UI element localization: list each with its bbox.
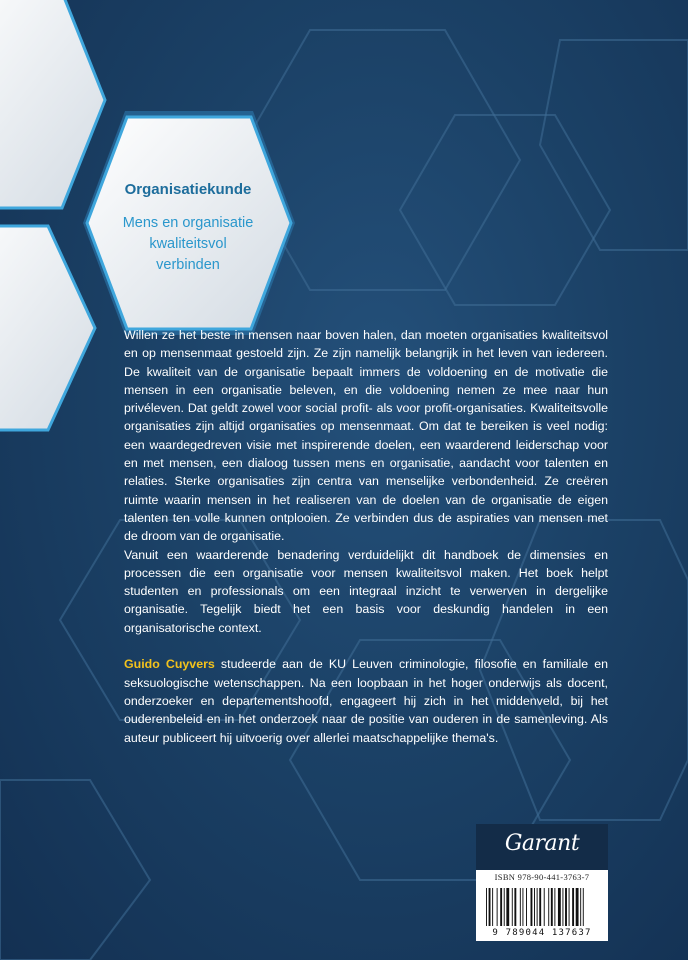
author-paragraph bbox=[124, 655, 608, 746]
barcode-bar bbox=[576, 888, 579, 926]
faint-hexagon bbox=[400, 115, 610, 305]
barcode-bar bbox=[583, 888, 584, 926]
barcode-bars bbox=[476, 884, 608, 930]
barcode-bar bbox=[572, 888, 574, 926]
blurb-paragraph-2: Vanuit een waarderende benadering verduidelijkt dit handboek de dimensies en processen die een organisatie voor mensen kwaliteitsvol maken. Het boek helpt studenten en professionals om een integraal inzicht te verwerven in dergelijke organisatie. Tegelijk biedt het een basis voor deskundig handelen in een organisatorische context. bbox=[124, 547, 608, 635]
barcode-bar bbox=[504, 888, 505, 926]
barcode-bar bbox=[551, 888, 553, 926]
barcode-bar bbox=[554, 888, 555, 926]
barcode-bar bbox=[514, 888, 516, 926]
barcode-bar bbox=[512, 888, 513, 926]
subtitle-line: Mens en organisatie bbox=[122, 215, 254, 231]
blurb-text bbox=[124, 326, 608, 747]
subtitle-line: verbinden bbox=[156, 257, 220, 273]
barcode-bar bbox=[548, 888, 549, 926]
barcode-bar bbox=[534, 888, 535, 926]
isbn-text: ISBN 978-90-441-3763-7 bbox=[476, 870, 608, 884]
barcode-bar bbox=[492, 888, 493, 926]
barcode-bar bbox=[544, 888, 545, 926]
author-bio: studeerde aan de KU Leuven criminologie, filosofie en familiale en seksuologische wetenschappen. Na een loopbaan in het hoger onderwijs als docent, onderzoeker en departementshoofd, engageert hij zich in het middenveld, bij het ouderenbeleid en in het onderzoek naar de positie van ouderen in de samenleving. Als auteur publiceert hij uitvoerig over allerlei maatschappelijke thema's. bbox=[124, 657, 608, 745]
barcode-bar bbox=[500, 888, 502, 926]
barcode-bar bbox=[565, 888, 567, 926]
faint-hexagon bbox=[0, 780, 150, 960]
barcode-bar bbox=[486, 888, 487, 926]
barcode-bar bbox=[558, 888, 561, 926]
publisher-logo-block bbox=[476, 824, 608, 870]
top-left-hexagon bbox=[0, 0, 105, 208]
barcode-bar bbox=[526, 888, 527, 926]
book-title: Organisatiekunde bbox=[124, 181, 252, 198]
barcode-bar bbox=[522, 888, 523, 926]
barcode-bar bbox=[569, 888, 570, 926]
book-subtitle bbox=[98, 213, 278, 276]
barcode-bar bbox=[537, 888, 538, 926]
barcode-bar bbox=[580, 888, 581, 926]
subtitle-line: kwaliteitsvol bbox=[149, 236, 227, 252]
left-hexagon bbox=[0, 226, 95, 430]
barcode-bar bbox=[562, 888, 563, 926]
barcode-bar bbox=[489, 888, 491, 926]
barcode-bar bbox=[539, 888, 541, 926]
blurb-paragraph-1: Willen ze het beste in mensen naar boven halen, dan moeten organisaties kwaliteitsvol en op mensenmaat gestoeld zijn. Ze zijn namelijk belangrijk in het leven van iedereen. De kwaliteit van de organisatie bepaalt immers de voldoening en de motivatie die mensen in een organisatie beleven, en die voldoening nemen ze mee naar hun privéleven. Dat geldt zowel voor social profit- als voor profit-organisaties. Kwaliteitsvolle organisaties zijn altijd organisaties op mensenmaat. Om dat te bereiken is veel nodig: een waardegedreven visie met inspirerende doelen, een waarderend leiderschap voor en met mensen, een dialoog tussen mens en organisatie, aandacht voor talenten en relaties. Sterke organisaties zijn centra van menselijke verbondenheid. Ze creëren ruimte waarin mensen in het realiseren van de doelen van de organisatie de eigen talenten ten volle kunnen ontplooien. Ze verbinden dus de aspiraties van mensen met de droom van de organisatie. bbox=[124, 328, 608, 544]
barcode-bar bbox=[506, 888, 509, 926]
barcode-bar bbox=[520, 888, 521, 926]
barcode-bar bbox=[497, 888, 498, 926]
author-name: Guido Cuyvers bbox=[124, 657, 215, 672]
publisher-logo: Garant bbox=[504, 831, 580, 856]
imprint-block bbox=[476, 824, 608, 941]
barcode-bar bbox=[531, 888, 533, 926]
barcode-digits: 9 789044 137637 bbox=[492, 928, 592, 938]
faint-hexagon bbox=[540, 40, 688, 250]
